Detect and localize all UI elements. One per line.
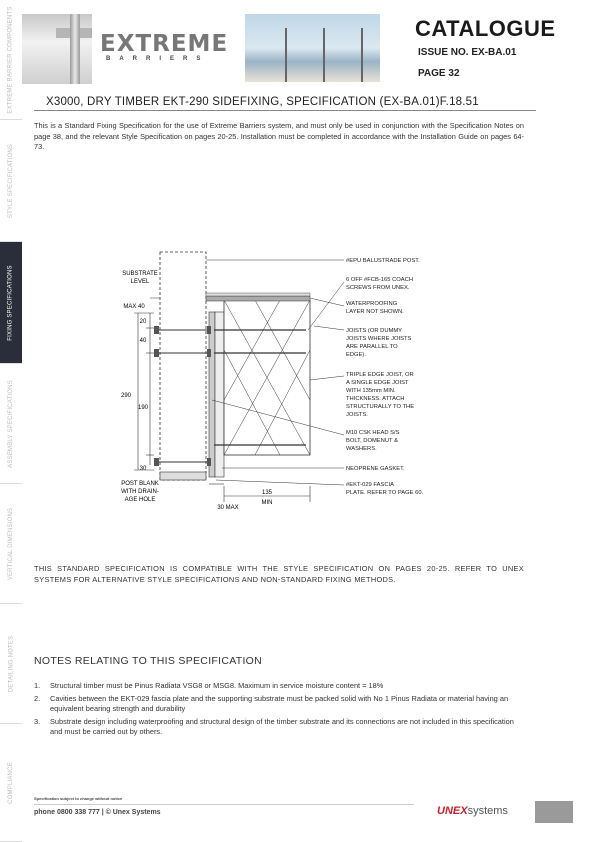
dim-30: 30 — [139, 466, 147, 472]
sidebar-item-label: STYLE SPECIFICATIONS — [8, 143, 14, 218]
dim-30-max: 30 MAX — [217, 505, 239, 511]
issue-number: ISSUE NO. EX-BA.01 — [418, 47, 517, 58]
dim-135: 135 — [261, 490, 273, 496]
sidebar-item-vertical[interactable] — [0, 484, 22, 604]
intro-paragraph: This is a Standard Fixing Specification for the use of Extreme Barriers system, and must only be used in conjunction with the Specification Notes on page 38, and the relevant Style Specification on pages 20-25. Installation must be completed in accordance with the Installation Guide on pages 64-73. — [34, 121, 524, 151]
callout-fascia: #EKT-029 FASCIA PLATE. REFER TO PAGE 60. — [346, 482, 424, 496]
dim-20: 20 — [139, 319, 147, 325]
section-sidebar — [0, 0, 22, 842]
dim-190: 190 — [137, 405, 149, 411]
label-post-blank-3: AGE HOLE — [124, 497, 156, 503]
page-title: X3000, DRY TIMBER EKT-290 SIDEFIXING, SPECIFICATION (EX-BA.01)F.18.51 — [46, 96, 479, 108]
dim-max40: MAX 40 — [123, 304, 145, 310]
callout-screws: 6 OFF #FCB-165 COACH SCREWS FROM UNEX. — [346, 277, 414, 291]
callout-post: #EPU BALUSTRADE POST. — [346, 258, 420, 264]
label-post-blank-2: WITH DRAIN- — [121, 489, 159, 495]
catalogue-title: CATALOGUE — [415, 16, 556, 41]
footer-page-tab — [535, 801, 573, 823]
footer-disclaimer: Specification subject to change without notice — [34, 796, 123, 801]
notes-heading: NOTES RELATING TO THIS SPECIFICATION — [34, 655, 263, 667]
sidebar-item-detailing[interactable] — [0, 604, 22, 724]
dim-290: 290 — [120, 393, 132, 399]
unex-logo: UNEXsystems — [437, 805, 508, 817]
fixing-detail-drawing — [110, 240, 470, 515]
callout-edge-joist: TRIPLE EDGE JOIST, OR A SINGLE EDGE JOIST WITH 135mm MIN. THICKNESS. ATTACH STRUCTURALLY TO THE JOISTS. — [346, 372, 415, 418]
list-item: 2. Cavities between the EKT-029 fascia plate and the supporting substrate must be packed solid with No 1 Pinus Radiata or material having an equivalent bearing strength and durability — [34, 693, 509, 713]
sidebar-item-compliance[interactable] — [0, 724, 22, 842]
logo-wordmark: EXTREME — [100, 31, 229, 57]
label-level: LEVEL — [130, 279, 150, 285]
dim-40: 40 — [139, 338, 147, 344]
footer-contact: phone 0800 338 777 | © Unex Systems — [34, 809, 161, 816]
list-item: 3. Substrate design including waterproofing and structural design of the timber substrate and its connections are not included in this specification and must be carried out by others. — [34, 716, 514, 736]
notes-list — [34, 681, 524, 740]
callout-joists: JOISTS (OR DUMMY JOISTS WHERE JOISTS ARE PARALLEL TO EDGE). — [346, 328, 412, 358]
sidebar-item-fixing[interactable] — [0, 242, 22, 364]
sidebar-item-label: EXTREME BARRIER COMPONENTS — [8, 5, 14, 114]
sidebar-item-label: DETAILING NOTES — [8, 635, 15, 692]
label-post-blank: POST BLANK — [121, 481, 159, 487]
sidebar-item-style[interactable] — [0, 120, 22, 242]
footer-divider — [34, 804, 414, 805]
callout-gasket: NEOPRENE GASKET. — [346, 466, 405, 472]
sidebar-item-label: COMPLIANCE — [8, 761, 14, 804]
sidebar-item-label: ASSEMBLY SPECIFICATIONS — [8, 379, 14, 468]
header-post-photo — [22, 14, 92, 84]
brand-logo — [100, 32, 230, 72]
sidebar-item-label: FIXING SPECIFICATIONS — [8, 264, 14, 341]
logo-subtitle: BARRIERS — [106, 56, 210, 62]
callout-bolt: M10 CSK HEAD S/S BOLT, DOMENUT & WASHERS. — [346, 430, 400, 452]
label-substrate: SUBSTRATE — [122, 271, 158, 277]
callout-list — [346, 258, 424, 496]
sidebar-item-assembly[interactable] — [0, 364, 22, 484]
header-balustrade-photo — [245, 14, 380, 82]
sidebar-item-label: VERTICAL DIMENSIONS — [8, 507, 15, 580]
compatibility-statement: THIS STANDARD SPECIFICATION IS COMPATIBLE WITH THE STYLE SPECIFICATION ON PAGES 20-25. REFER TO UNEX SYSTEMS FOR ALTERNATIVE STYLE SPECIFICATIONS AND NON-STANDARD FIXING METHODS. — [34, 564, 524, 584]
sidebar-item-components[interactable] — [0, 0, 22, 120]
dim-min: MIN — [261, 500, 273, 506]
callout-waterproofing: WATERPROOFING LAYER NOT SHOWN. — [346, 301, 404, 315]
page-number: PAGE 32 — [418, 68, 460, 79]
title-divider — [34, 110, 536, 111]
list-item: 1. Structural timber must be Pinus Radiata VSG8 or MSG8. Maximum in service moisture content = 18% — [34, 681, 384, 690]
